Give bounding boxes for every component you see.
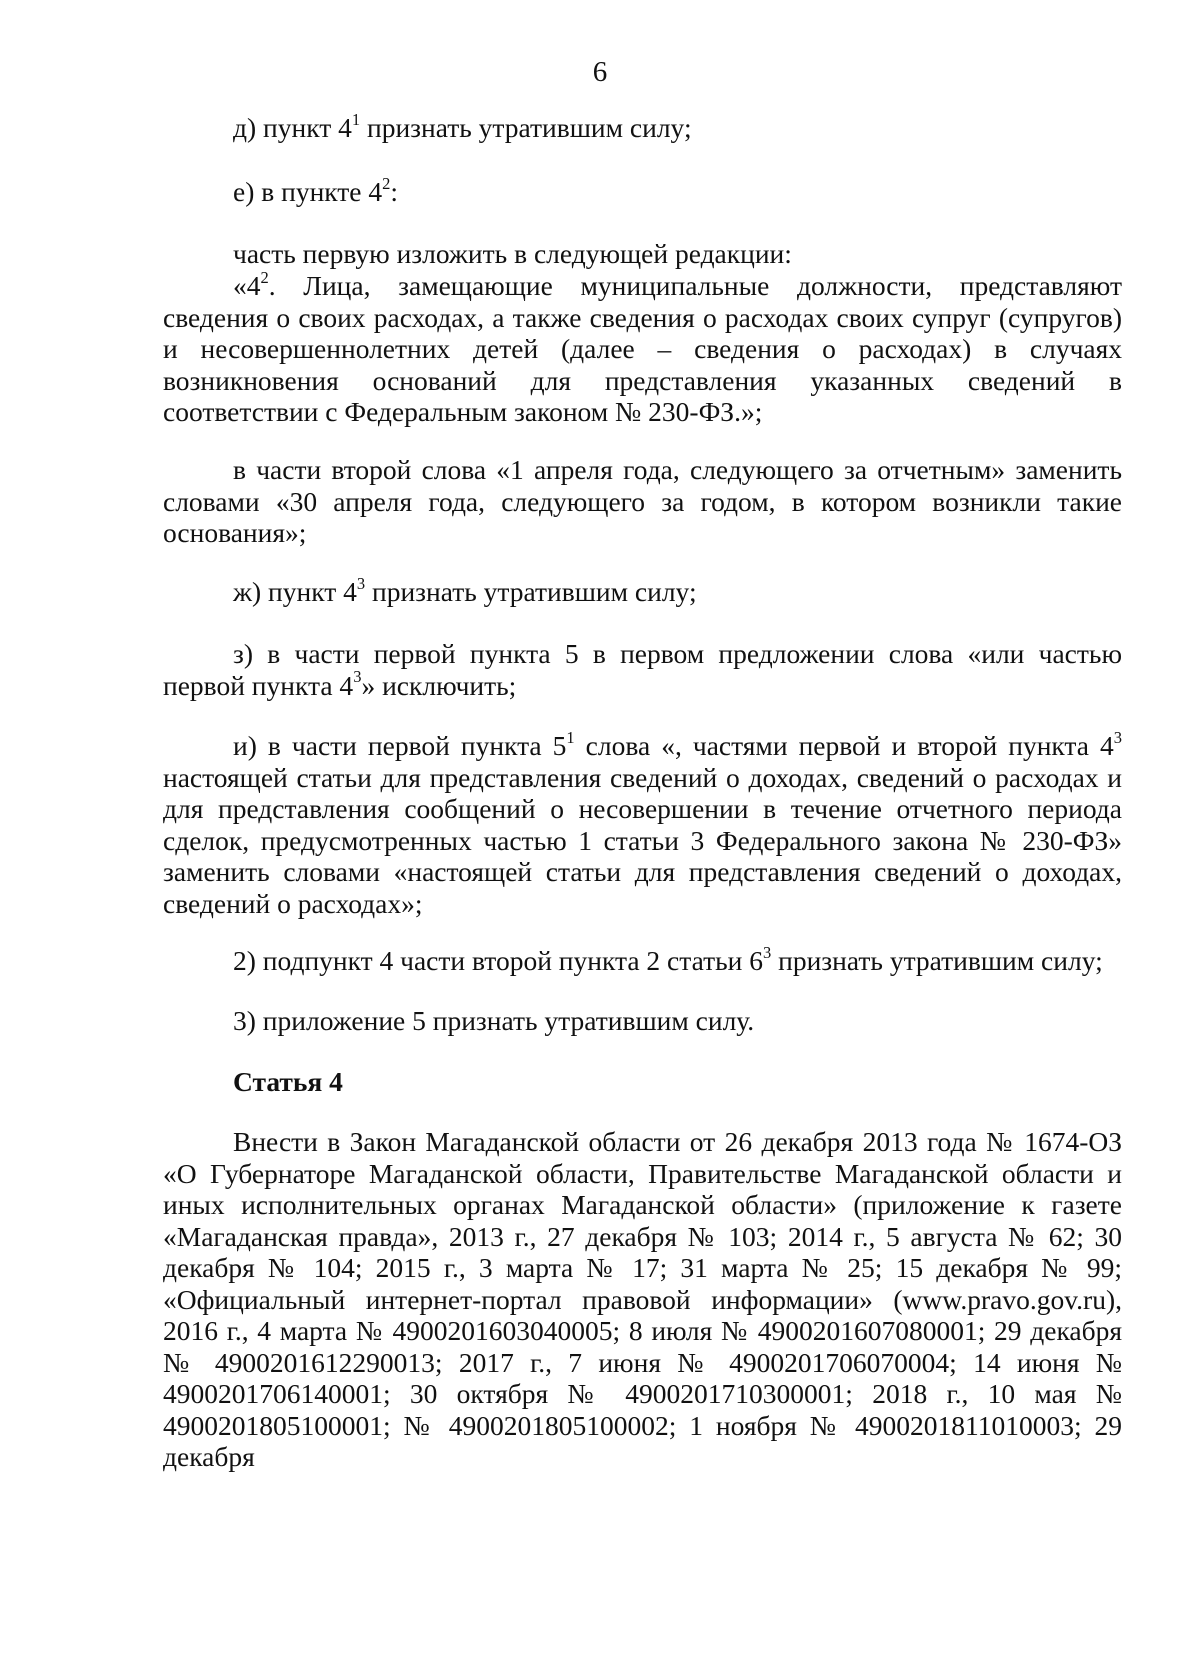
article-text: Внести в Закон Магаданской области от 26 декабря 2013 года № 1674-ОЗ «О Губернаторе Магаданской области, Правительстве Магаданской области и иных исполнительных органах Магаданской области» (приложение к газете «Магаданская правда», 2013 г., 27 декабря № 103; 2014 г., 5 августа № 62; 30 декабря № 104; 2015 г., 3 марта № 17; 31 марта № 25; 15 декабря № 99; «Официальный интернет-портал правовой информации» (www.pravo.gov.ru), 2016 г., 4 марта № 4900201603040005; 8 июля № 4900201607080001; 29 декабря № 4900201612290013; 2017 г., 7 июня № 4900201706070004; 14 июня № 4900201706140001; 30 октября № 4900201710300001; 2018 г., 10 мая № 4900201805100001; № 4900201805100002; 1 ноября № 4900201811010003; 29 декабря xyxy=(163,1126,1122,1472)
paragraph-3: 3) приложение 5 признать утратившим силу. xyxy=(233,1005,755,1036)
page-number: 6 xyxy=(592,56,608,88)
paragraph-2: 2) подпункт 4 части второй пункта 2 статьи $6^3$ признать утратившим силу; xyxy=(233,942,1103,976)
paragraph-e: е) в пункте $4^2$: xyxy=(233,173,399,207)
paragraph-d: д) пункт $4^1$ признать утратившим силу; xyxy=(233,109,692,143)
paragraph-i: и) в части первой пункта $5^1$ слова «, частями первой и второй пункта $4^3$ настоящей статьи для представления сведений о доходах, сведений о расходах и для представления сообщений о несовершении в течение отчетного периода сделок, предусмотренных частью 1 статьи 3 Федерального закона № 230-ФЗ» заменить словами «настоящей статьи для представления сведений о доходах, сведений о расходах»; xyxy=(163,727,1122,919)
quoted-new-text: «$4^2$. Лица, замещающие муниципальные должности, представляют сведения о своих расходах, а также сведения о расходах своих супруг (супругов) и несовершеннолетних детей (далее – сведения о расходах) в случаях возникновения оснований для представления указанных сведений в соответствии с Федеральным законом № 230-ФЗ.»; xyxy=(163,267,1122,427)
paragraph-part-one: часть первую изложить в следующей редакции: xyxy=(233,238,792,269)
paragraph-part-two: в части второй слова «1 апреля года, следующего за отчетным» заменить словами «30 апреля года, следующего за годом, в котором возникли такие основания»; xyxy=(163,454,1122,548)
paragraph-zh: ж) пункт $4^3$ признать утратившим силу; xyxy=(233,573,697,607)
paragraph-z: з) в части первой пункта 5 в первом предложении слова «или частью первой пункта $4^3$» исключить; xyxy=(163,638,1122,701)
article-heading: Статья 4 xyxy=(233,1066,343,1097)
